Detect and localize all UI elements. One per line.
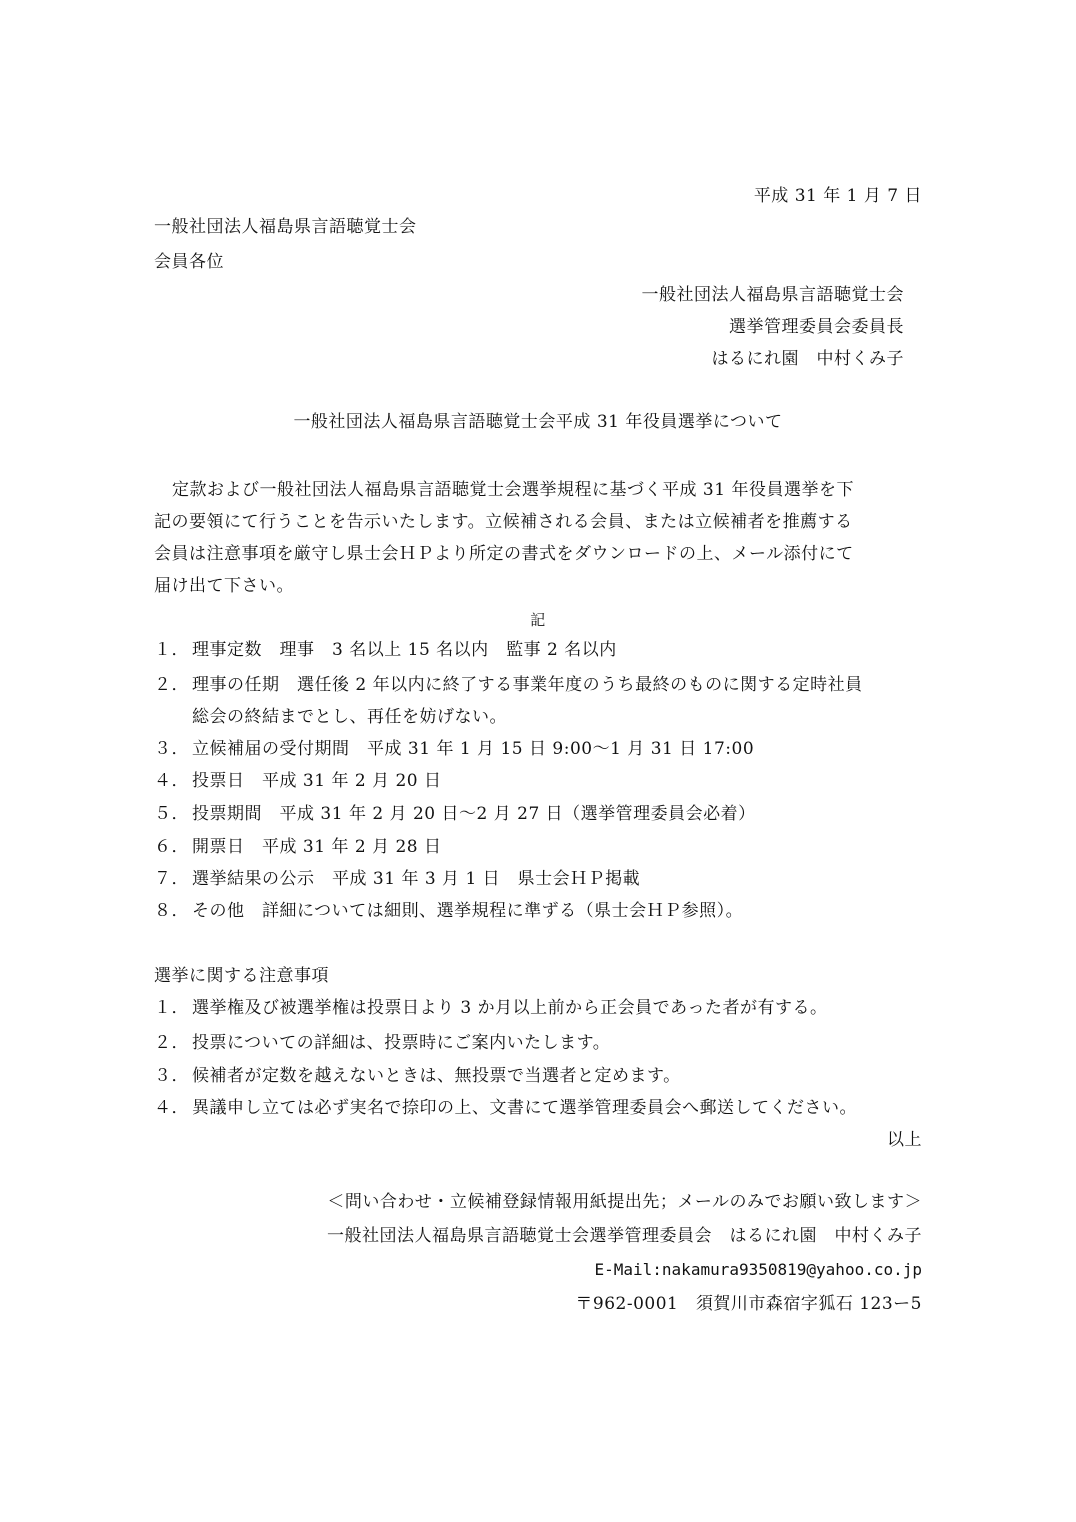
contact-email: E-Mail:nakamura9350819@yahoo.co.jp (594, 1260, 922, 1279)
body-line-3: 会員は注意事項を厳守し県士会ＨＰより所定の書式をダウンロードの上、メール添付にて (154, 544, 854, 564)
item-number: ３． (154, 739, 189, 759)
list-item-continuation: 総会の終結までとし、再任を妨げない。 (192, 707, 507, 727)
item-number: ４． (154, 771, 189, 791)
item-number: ４． (154, 1098, 189, 1118)
contact-organization: 一般社団法人福島県言語聴覚士会選挙管理委員会 はるにれ園 中村くみ子 (327, 1226, 922, 1246)
list-item (154, 737, 754, 761)
recipient-organization: 一般社団法人福島県言語聴覚士会 (154, 217, 417, 237)
end-marker: 以上 (887, 1130, 922, 1150)
notes-heading: 選挙に関する注意事項 (154, 966, 329, 986)
item-number: １． (154, 640, 189, 660)
item-text: 選挙権及び被選挙権は投票日より 3 か月以上前から正会員であった者が有する。 (192, 998, 828, 1018)
list-item (154, 638, 617, 662)
list-item (154, 867, 640, 891)
list-item (154, 835, 442, 859)
ki-marker: 記 (530, 611, 546, 629)
list-item (154, 802, 756, 826)
sender-name: はるにれ園 中村くみ子 (711, 349, 904, 369)
contact-heading: ＜問い合わせ・立候補登録情報用紙提出先；メールのみでお願い致します＞ (327, 1192, 922, 1212)
item-text: 理事定数 理事 3 名以上 15 名以内 監事 2 名以内 (192, 640, 617, 660)
item-number: ３． (154, 1066, 189, 1086)
list-item (154, 673, 863, 697)
item-text: その他 詳細については細則、選挙規程に準ずる（県士会ＨＰ参照）。 (192, 901, 744, 921)
item-text: 投票期間 平成 31 年 2 月 20 日～2 月 27 日（選挙管理委員会必着） (192, 804, 756, 824)
recipient: 会員各位 (154, 252, 224, 272)
sender-title: 選挙管理委員会委員長 (729, 317, 904, 337)
note-item (154, 1031, 610, 1055)
body-line-1: 定款および一般社団法人福島県言語聴覚士会選挙規程に基づく平成 31 年役員選挙を下 (172, 480, 854, 500)
item-text: 異議申し立ては必ず実名で捺印の上、文書にて選挙管理委員会へ郵送してください。 (192, 1098, 857, 1118)
item-number: １． (154, 998, 189, 1018)
item-text: 開票日 平成 31 年 2 月 28 日 (192, 837, 442, 857)
sender-organization: 一般社団法人福島県言語聴覚士会 (641, 285, 904, 305)
note-item (154, 996, 827, 1020)
item-text: 投票についての詳細は、投票時にご案内いたします。 (192, 1033, 611, 1053)
document-title: 一般社団法人福島県言語聴覚士会平成 31 年役員選挙について (293, 412, 783, 432)
item-number: ６． (154, 837, 189, 857)
item-text: 選挙結果の公示 平成 31 年 3 月 1 日 県士会ＨＰ掲載 (192, 869, 641, 889)
item-number: ２． (154, 675, 189, 695)
item-text: 立候補届の受付期間 平成 31 年 1 月 15 日 9:00～1 月 31 日 17:00 (192, 739, 755, 759)
list-item (154, 899, 743, 923)
item-number: ５． (154, 804, 189, 824)
item-text: 理事の任期 選任後 2 年以内に終了する事業年度のうち最終のものに関する定時社員 (192, 675, 863, 695)
item-number: ２． (154, 1033, 189, 1053)
note-item (154, 1096, 857, 1120)
contact-address: 〒962-0001 須賀川市森宿字狐石 123ー5 (575, 1294, 922, 1314)
list-item (154, 769, 442, 793)
note-item (154, 1064, 681, 1088)
item-text: 候補者が定数を越えないときは、無投票で当選者と定めます。 (192, 1066, 681, 1086)
item-text: 投票日 平成 31 年 2 月 20 日 (192, 771, 442, 791)
body-line-2: 記の要領にて行うことを告示いたします。立候補される会員、または立候補者を推薦する (154, 512, 853, 532)
item-number: ８． (154, 901, 189, 921)
item-number: ７． (154, 869, 189, 889)
body-line-4: 届け出て下さい。 (154, 576, 294, 596)
document-date: 平成 31 年 1 月 7 日 (753, 186, 922, 206)
